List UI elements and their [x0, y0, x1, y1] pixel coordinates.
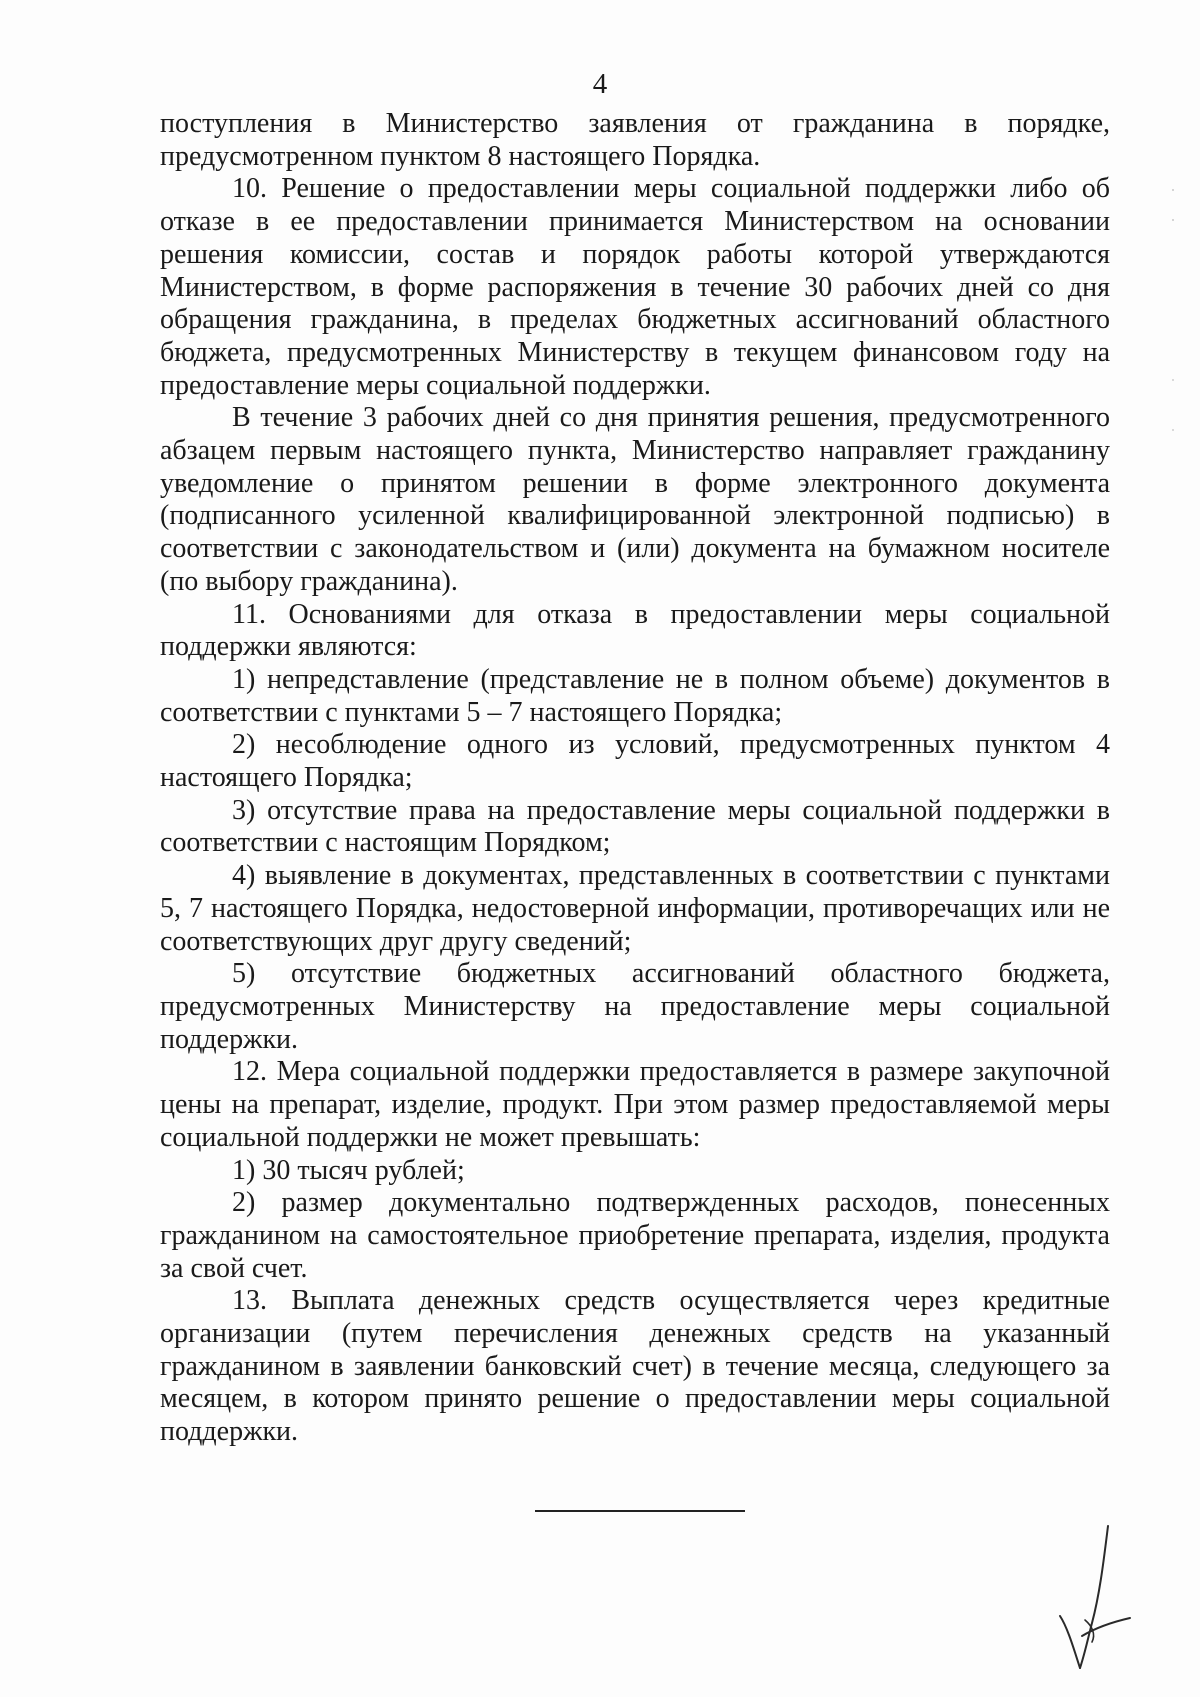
- signature-icon: [1030, 1518, 1140, 1678]
- list-item-11-4: 4) выявление в документах, представленных в соответствии с пунктами 5, 7 настоящего Порядка, недостоверной информации, противоречащих или не соответствующих друг другу сведений;: [160, 860, 1110, 957]
- list-item-11-3: 3) отсутствие права на предоставление меры социальной поддержки в соответствии с настоящим Порядком;: [160, 794, 1110, 859]
- paragraph-clause-10: 10. Решение о предоставлении меры социальной поддержки либо об отказе в ее предоставлении принимается Министерством на основании решения комиссии, состав и порядок работы которой утверждаются Министерством, в форме распоряжения в течение 30 рабочих дней со дня обращения гражданина, в пределах бюджетных ассигнований областного бюджета, предусмотренных Министерству в текущем финансовом году на предоставление меры социальной поддержки.: [160, 173, 1110, 401]
- document-body: [160, 108, 1110, 1449]
- paragraph-notification: В течение 3 рабочих дней со дня принятия решения, предусмотренного абзацем первым настоящего пункта, Министерство направляет гражданину уведомление о принятом решении в форме электронного документа (подписанного усиленной квалифицированной электронной подписью) в соответствии с законодательством и (или) документа на бумажном носителе (по выбору гражданина).: [160, 402, 1110, 597]
- paragraph-clause-12: 12. Мера социальной поддержки предоставляется в размере закупочной цены на препарат, изделие, продукт. При этом размер предоставляемой меры социальной поддержки не может превышать:: [160, 1056, 1110, 1153]
- list-item-11-1: 1) непредставление (представление не в полном объеме) документов в соответствии с пунктами 5 – 7 настоящего Порядка;: [160, 663, 1110, 728]
- list-item-12-1: 1) 30 тысяч рублей;: [232, 1154, 465, 1186]
- paragraph-clause-11: 11. Основаниями для отказа в предоставлении меры социальной поддержки являются:: [160, 598, 1110, 663]
- paragraph-continuation: поступления в Министерство заявления от гражданина в порядке, предусмотренном пунктом 8 настоящего Порядка.: [160, 108, 1110, 172]
- page-number: 4: [592, 68, 608, 100]
- end-separator-line: [535, 1510, 745, 1512]
- paragraph-clause-13: 13. Выплата денежных средств осуществляется через кредитные организации (путем перечисления денежных средств на указанный гражданином в заявлении банковский счет) в течение месяца, следующего за месяцем, в котором принято решение о предоставлении меры социальной поддержки.: [160, 1285, 1110, 1448]
- scan-margin-marks: [1170, 180, 1176, 440]
- list-item-11-5: 5) отсутствие бюджетных ассигнований областного бюджета, предусмотренных Министерству на предоставление меры социальной поддержки.: [160, 958, 1110, 1055]
- list-item-12-2: 2) размер документально подтвержденных расходов, понесенных гражданином на самостоятельное приобретение препарата, изделия, продукта за свой счет.: [160, 1187, 1110, 1284]
- list-item-11-2: 2) несоблюдение одного из условий, предусмотренных пунктом 4 настоящего Порядка;: [160, 729, 1110, 794]
